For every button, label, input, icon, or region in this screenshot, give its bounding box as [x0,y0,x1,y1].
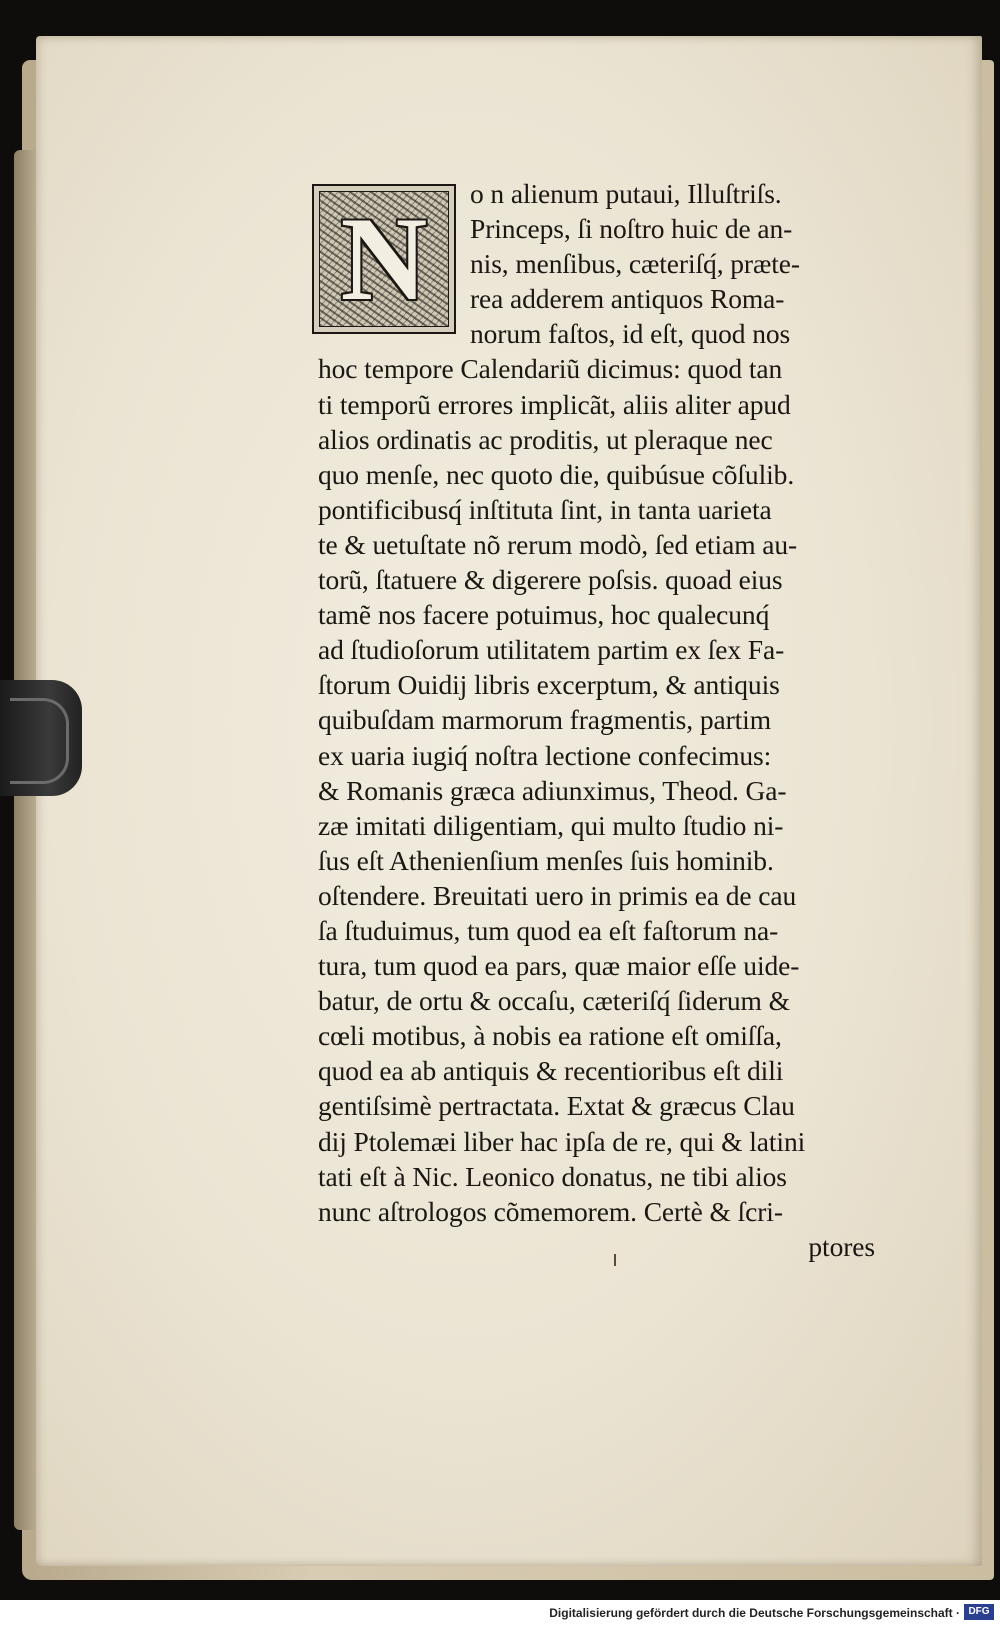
funding-credit: Digitalisierung gefördert durch die Deutsche Forschungsgemeinschaft · [549,1606,960,1620]
text-line: zæ imitati diligentiam, qui multo ſtudio ni- [318,809,784,841]
initial-letter: N [340,192,428,325]
text-line: alios ordinatis ac proditis, ut pleraque nec [318,423,773,455]
text-line: oſtendere. Breuitati uero in primis ea de cau [318,879,797,911]
text-line: ad ſtudioſorum utilitatem partim ex ſex Fa- [318,634,785,666]
text-line: quod ea ab antiquis & recentioribus eſt dili [318,1055,784,1087]
text-line: gentiſsimè pertractata. Extat & græcus Clau [318,1090,795,1122]
text-line: batur, de ortu & occaſu, cæteriſq́ ſiderum & [318,985,790,1017]
text-line: nunc aſtrologos cõmemorem. Certè & ſcri- [318,1195,783,1227]
text-line: ſtorum Ouidij libris excerptum, & antiquis [318,669,780,701]
text-line: ex uaria iugiq́ noſtra lectione confecimus: [318,739,772,771]
text-line: tati eſt à Nic. Leonico donatus, ne tibi alios [318,1160,787,1192]
page-clip-loop [10,698,69,784]
text-line: cœli motibus, à nobis ea ratione eſt omiſſa, [318,1020,782,1052]
text-line: ti temporũ errores implicãt, aliis aliter apud [318,388,791,420]
text-line: dij Ptolemæi liber hac ipſa de re, qui & latini [318,1125,806,1157]
text-line: quibuſdam marmorum fragmentis, partim [318,704,772,736]
text-line: ptores [808,1230,875,1262]
text-line: te & uetuſtate nõ rerum modò, ſed etiam au- [318,528,798,560]
text-line: Princeps, ſi noſtro huic de an- [470,213,793,245]
page-mark [614,1254,616,1266]
text-line: ſa ſtuduimus, tum quod ea eſt faſtorum na- [318,914,779,946]
text-line: nis, menſibus, cæteriſq́, præte- [470,248,800,280]
text-line: torũ, ſtatuere & digerere poſsis. quoad eius [318,564,783,596]
text-line: & Romanis græca adiunximus, Theod. Ga- [318,774,787,806]
dfg-logo: DFG [964,1604,994,1620]
text-line: pontificibusq́ inſtituta ſint, in tanta uarieta [318,493,772,525]
text-line: tamẽ nos facere potuimus, hoc qualecunq́ [318,599,770,631]
text-line: norum faſtos, id eſt, quod nos [470,318,791,350]
footer-bar [0,1600,1000,1627]
text-line: tura, tum quod ea pars, quæ maior eſſe uide- [318,950,800,982]
text-line: quo menſe, nec quoto die, quibúsue cõſulib. [318,458,795,490]
body-text [318,176,893,1264]
text-line: rea adderem antiquos Roma- [470,283,785,315]
text-line: ſus eſt Athenienſium menſes ſuis hominib. [318,844,774,876]
text-line: o n alienum putaui, Illuſtriſs. [470,178,782,209]
text-line: hoc tempore Calendariũ dicimus: quod tan [318,353,783,385]
page-clip [0,680,82,796]
